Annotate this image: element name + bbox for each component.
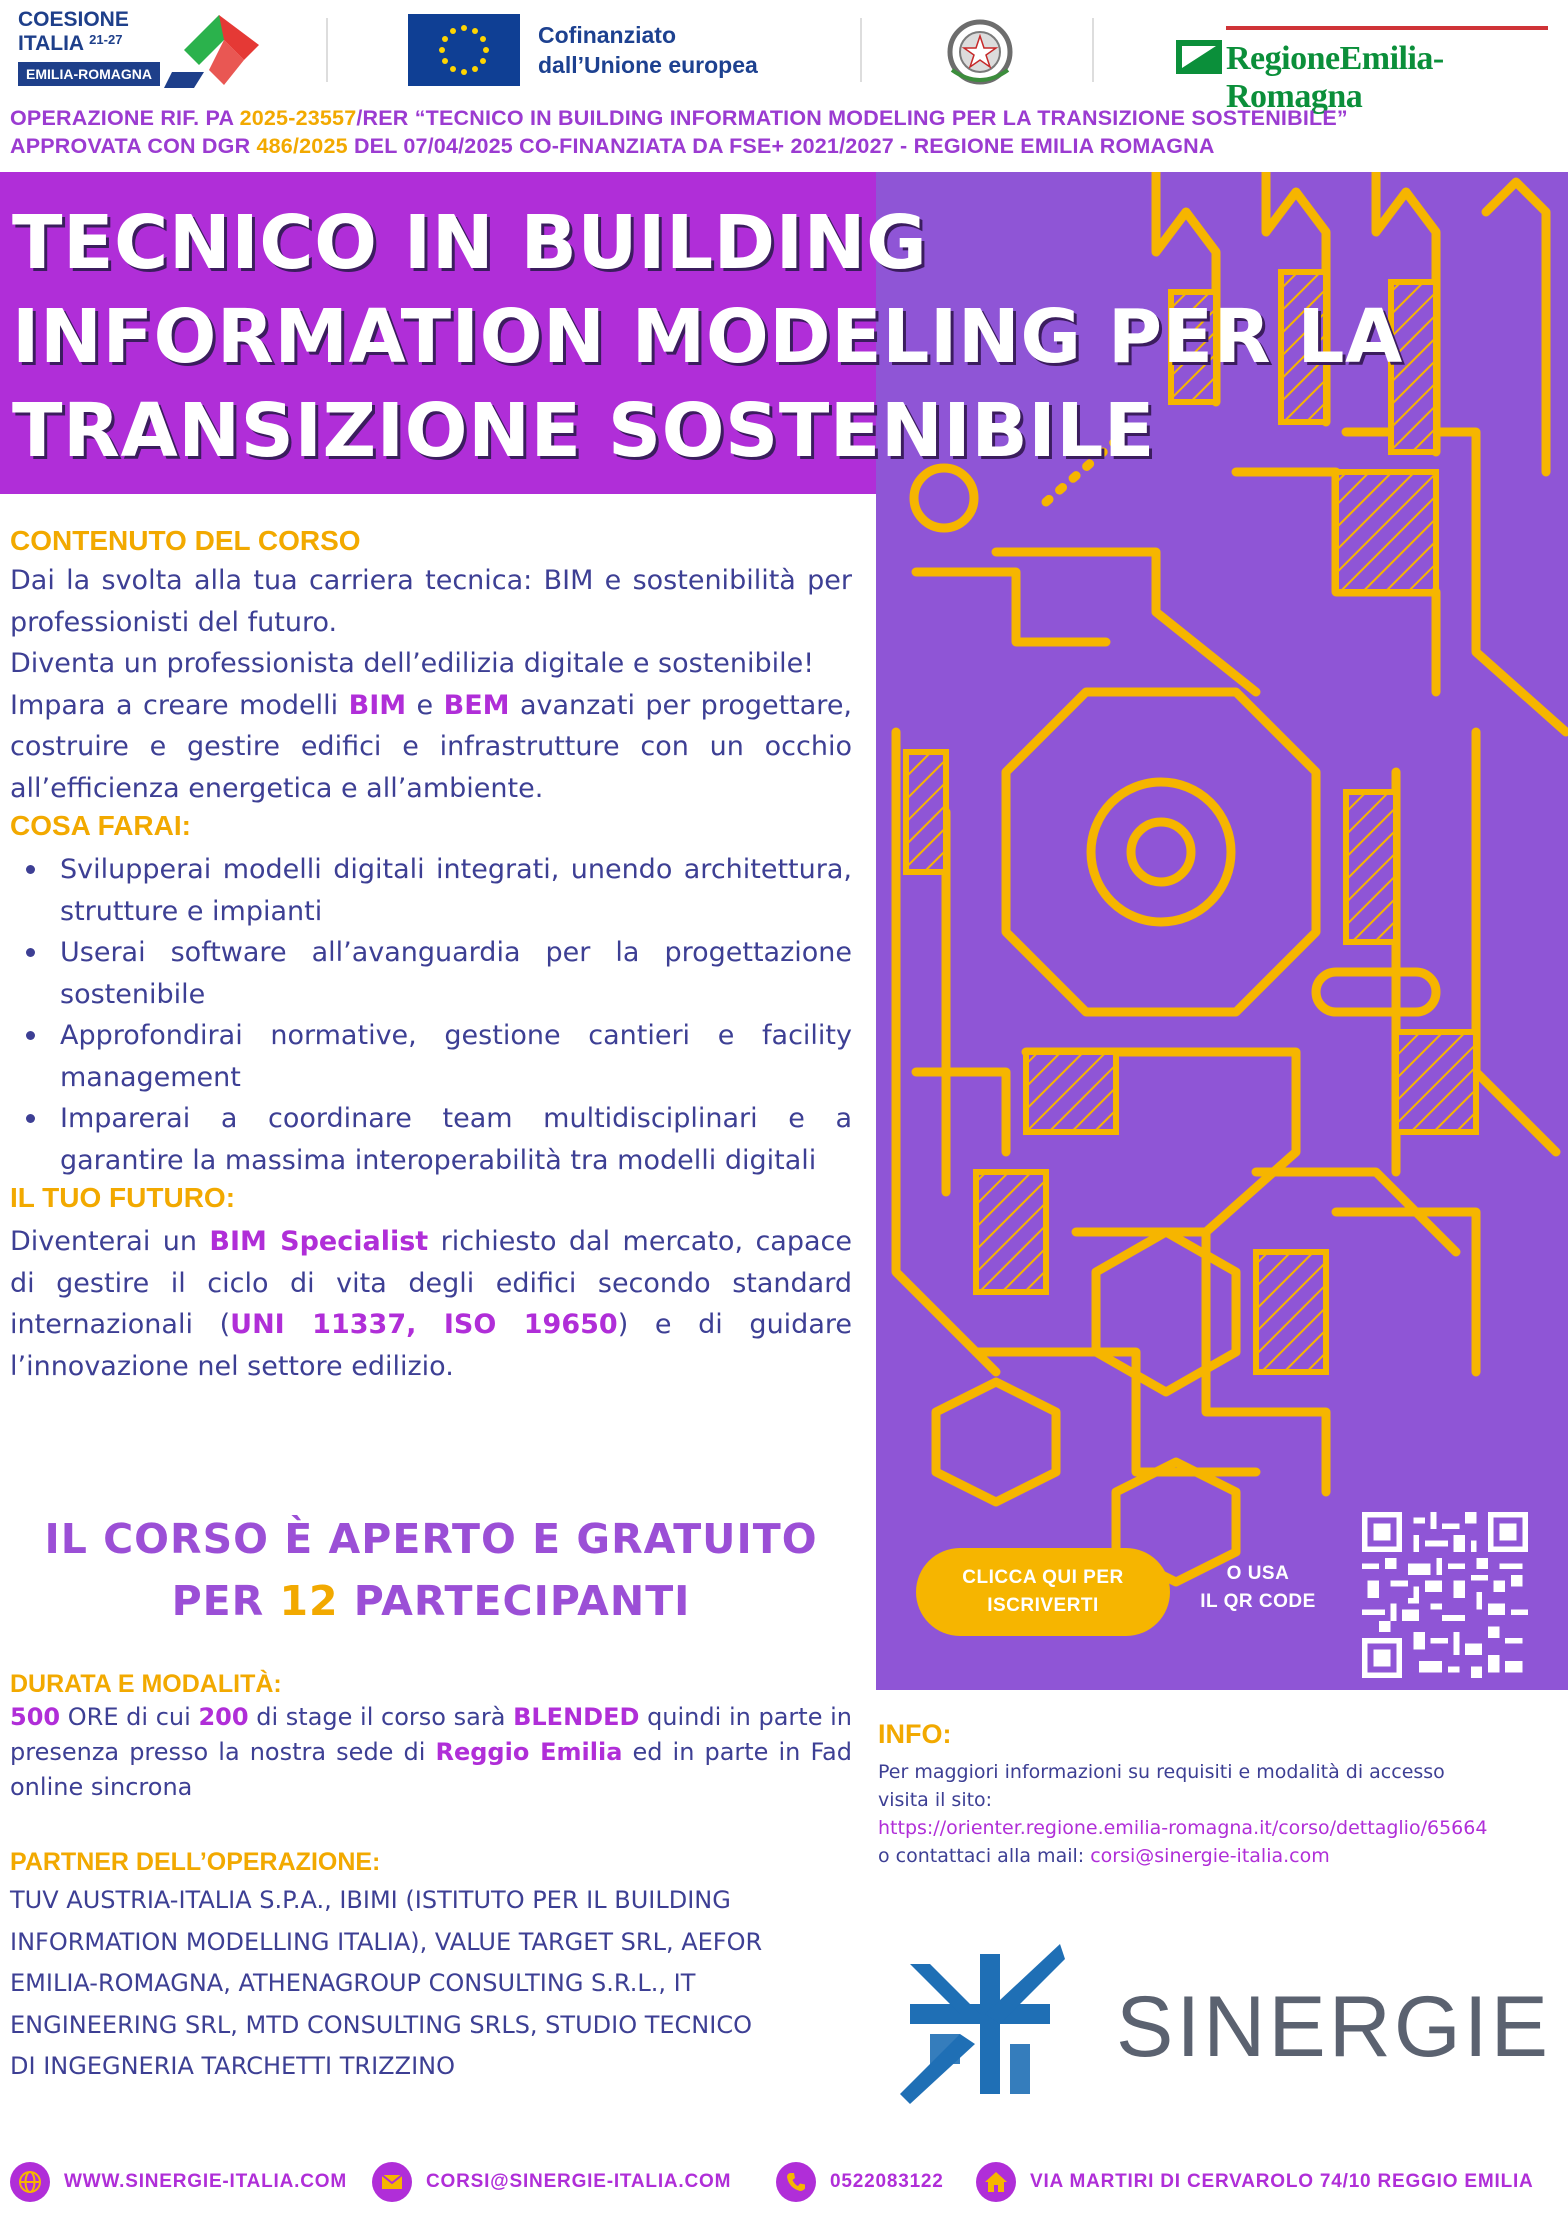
operation-code: 2025-23557 [239,106,357,130]
logo-bar [0,0,1568,115]
region-flag-icon [1176,40,1222,74]
futuro-description [10,1221,852,1387]
content-p3-b: e [406,689,444,721]
coesione-line1: COESIONE [18,8,129,31]
qr-hint-line2: IL QR CODE [1200,1591,1316,1612]
durata-b: di stage il corso sarà [248,1703,514,1731]
partners-line: ENGINEERING SRL, MTD CONSULTING SRLS, STUDIO TECNICO [10,2010,752,2039]
free-course-banner [10,1508,852,1632]
operation-l2-b: DEL 07/04/2025 CO-FINANZIATA DA FSE+ 2021/2027 - REGIONE EMILIA ROMAGNA [347,134,1215,158]
qr-hint [1178,1560,1338,1616]
futuro-b: richiesto dal mercato, capace di gestire il ciclo di vita degli edifici secondo standard internazionali ( [10,1226,852,1340]
duration-section [10,1668,852,1805]
footer-email[interactable] [372,2162,731,2202]
content-p3-a: Impara a creare modelli [10,689,349,721]
footer-email-text: CORSI@SINERGIE-ITALIA.COM [426,2171,732,2192]
sinergie-mark-icon [890,1934,1070,2114]
free-course-line2 [10,1570,852,1632]
total-hours: 500 [10,1703,61,1731]
operation-l1-b: /RER “TECNICO IN BUILDING INFORMATION MODELING PER LA TRANSIZIONE SOSTENIBILE” [356,106,1348,130]
list-item: Imparerai a coordinare team multidisciplinari e a garantire la massima interoperabilità tra modelli digitali [10,1098,852,1181]
logo-divider [860,18,862,82]
eu-logo-text [538,20,758,80]
info-l4-a: o contattaci alla mail: [878,1845,1091,1867]
info-section [878,1718,1558,1870]
operation-l1-a: OPERAZIONE RIF. PA [10,106,240,130]
enroll-button-line2: ISCRIVERTI [987,1595,1099,1616]
futuro-c: ) e di guidare l’innovazione nel settore edilizio. [10,1309,852,1382]
partners-line: EMILIA-ROMAGNA, ATHENAGROUP CONSULTING S.R.L., IT [10,1969,696,1997]
logo-divider [326,18,328,82]
regione-emilia-romagna-logo [1176,20,1552,115]
footer-contacts [0,2156,1568,2206]
eu-line2: dall’Unione europea [538,52,758,78]
enroll-button[interactable] [916,1548,1170,1636]
home-icon [976,2162,1016,2202]
futuro-heading: IL TUO FUTURO: [10,1182,236,1213]
coesione-badge: EMILIA-ROMAGNA [18,62,160,86]
eu-cofinanced-logo [408,14,788,86]
phone-icon [776,2162,816,2202]
footer-phone[interactable] [776,2162,944,2202]
footer-address [976,2162,1534,2202]
free-course-per: PER [171,1577,280,1625]
eu-flag-icon [408,14,520,86]
content-p3-c: avanzati per progettare, costruire e gestire edifici e infrastrutture con un occhio all’efficienza energetica e all’ambiente. [10,689,853,804]
contact-email-link[interactable]: corsi@sinergie-italia.com [1090,1845,1330,1867]
durata-d: ed in parte in Fad online sincrona [10,1738,853,1801]
qr-hint-line1: O USA [1226,1563,1290,1584]
partners-line: INFORMATION MODELLING ITALIA), VALUE TARGET SRL, AEFOR [10,1927,763,1956]
stage-hours: 200 [198,1703,249,1731]
cosa-farai-heading: COSA FARAI: [10,810,191,841]
free-course-line1: IL CORSO È APERTO E GRATUITO [44,1515,818,1563]
partners-heading: PARTNER DELL’OPERAZIONE: [10,1848,381,1876]
footer-address-text: VIA MARTIRI DI CERVAROLO 74/10 REGGIO EMILIA [1030,2171,1534,2192]
info-body [878,1758,1558,1870]
info-heading: INFO: [878,1719,952,1749]
qr-code-icon[interactable] [1362,1512,1528,1678]
enroll-button-line1: CLICCA QUI PER [962,1567,1124,1588]
course-content-section [10,524,852,1387]
duration-heading: DURATA E MODALITÀ: [10,1670,282,1698]
city-highlight: Reggio Emilia [435,1738,623,1766]
footer-website[interactable] [10,2162,347,2202]
content-tagline: Diventa un professionista dell’edilizia digitale e sostenibile! [10,648,815,679]
info-line2: visita il sito: [878,1789,993,1811]
list-item: Svilupperai modelli digitali integrati, unendo architettura, strutture e impianti [10,849,852,932]
region-name: RegioneEmilia-Romagna [1226,40,1444,115]
envelope-icon [372,2162,412,2202]
partners-list [10,1880,880,2088]
logo-divider [1092,18,1094,82]
bim-specialist-highlight: BIM Specialist [209,1226,429,1257]
course-page-link[interactable]: https://orienter.regione.emilia-romagna.it/corso/dettaglio/65664 [878,1817,1488,1839]
info-line4 [878,1842,1558,1870]
coesione-mark-icon [164,10,264,90]
partners-line: DI INGEGNERIA TARCHETTI TRIZZINO [10,2052,455,2080]
course-title: TECNICO IN BUILDING INFORMATION MODELING PER LA TRANSIZIONE SOSTENIBILE [12,200,1403,474]
list-item: Approfondirai normative, gestione cantieri e facility management [10,1015,852,1098]
futuro-a: Diventerai un [10,1226,210,1257]
content-description [10,685,852,810]
footer-phone-text: 0522083122 [830,2171,944,2192]
standards-highlight: UNI 11337, ISO 19650 [230,1309,618,1340]
partners-section [10,1846,880,2088]
region-red-line [1226,26,1548,30]
bim-highlight: BIM [348,689,407,721]
coesione-line2: ITALIA [18,32,84,55]
info-line1: Per maggiori informazioni su requisiti e modalità di accesso [878,1761,1445,1783]
operation-reference [10,104,1560,160]
italian-emblem-icon [940,12,1020,92]
eu-line1: Cofinanziato [538,22,676,48]
sinergie-wordmark: SINERGIE [1116,1979,1551,2075]
list-item: Userai software all’avanguardia per la progettazione sostenibile [10,932,852,1015]
bem-highlight: BEM [443,689,510,721]
globe-icon [10,2162,50,2202]
coesione-years: 21-27 [89,32,123,47]
dgr-code: 486/2025 [256,134,348,158]
participants-count: 12 [279,1577,339,1625]
content-intro: Dai la svolta alla tua carriera tecnica: BIM e sostenibilità per professionisti del futuro. [10,565,852,638]
activities-list [10,849,852,1181]
duration-description [10,1700,852,1805]
sinergie-logo [890,1934,1550,2114]
operation-l2-a: APPROVATA CON DGR [10,134,257,158]
durata-c: quindi in parte in presenza presso la nostra sede di [10,1703,853,1766]
blended-mode: BLENDED [513,1703,640,1731]
free-course-participants: PARTECIPANTI [338,1577,691,1625]
partners-line: TUV AUSTRIA-ITALIA S.P.A., IBIMI (ISTITUTO PER IL BUILDING [10,1886,731,1914]
durata-a: ORE di cui [60,1703,199,1731]
footer-website-text: WWW.SINERGIE-ITALIA.COM [64,2171,347,2192]
content-heading: CONTENUTO DEL CORSO [10,525,361,556]
coesione-logo-text [18,10,129,54]
coesione-italia-logo [14,8,254,92]
